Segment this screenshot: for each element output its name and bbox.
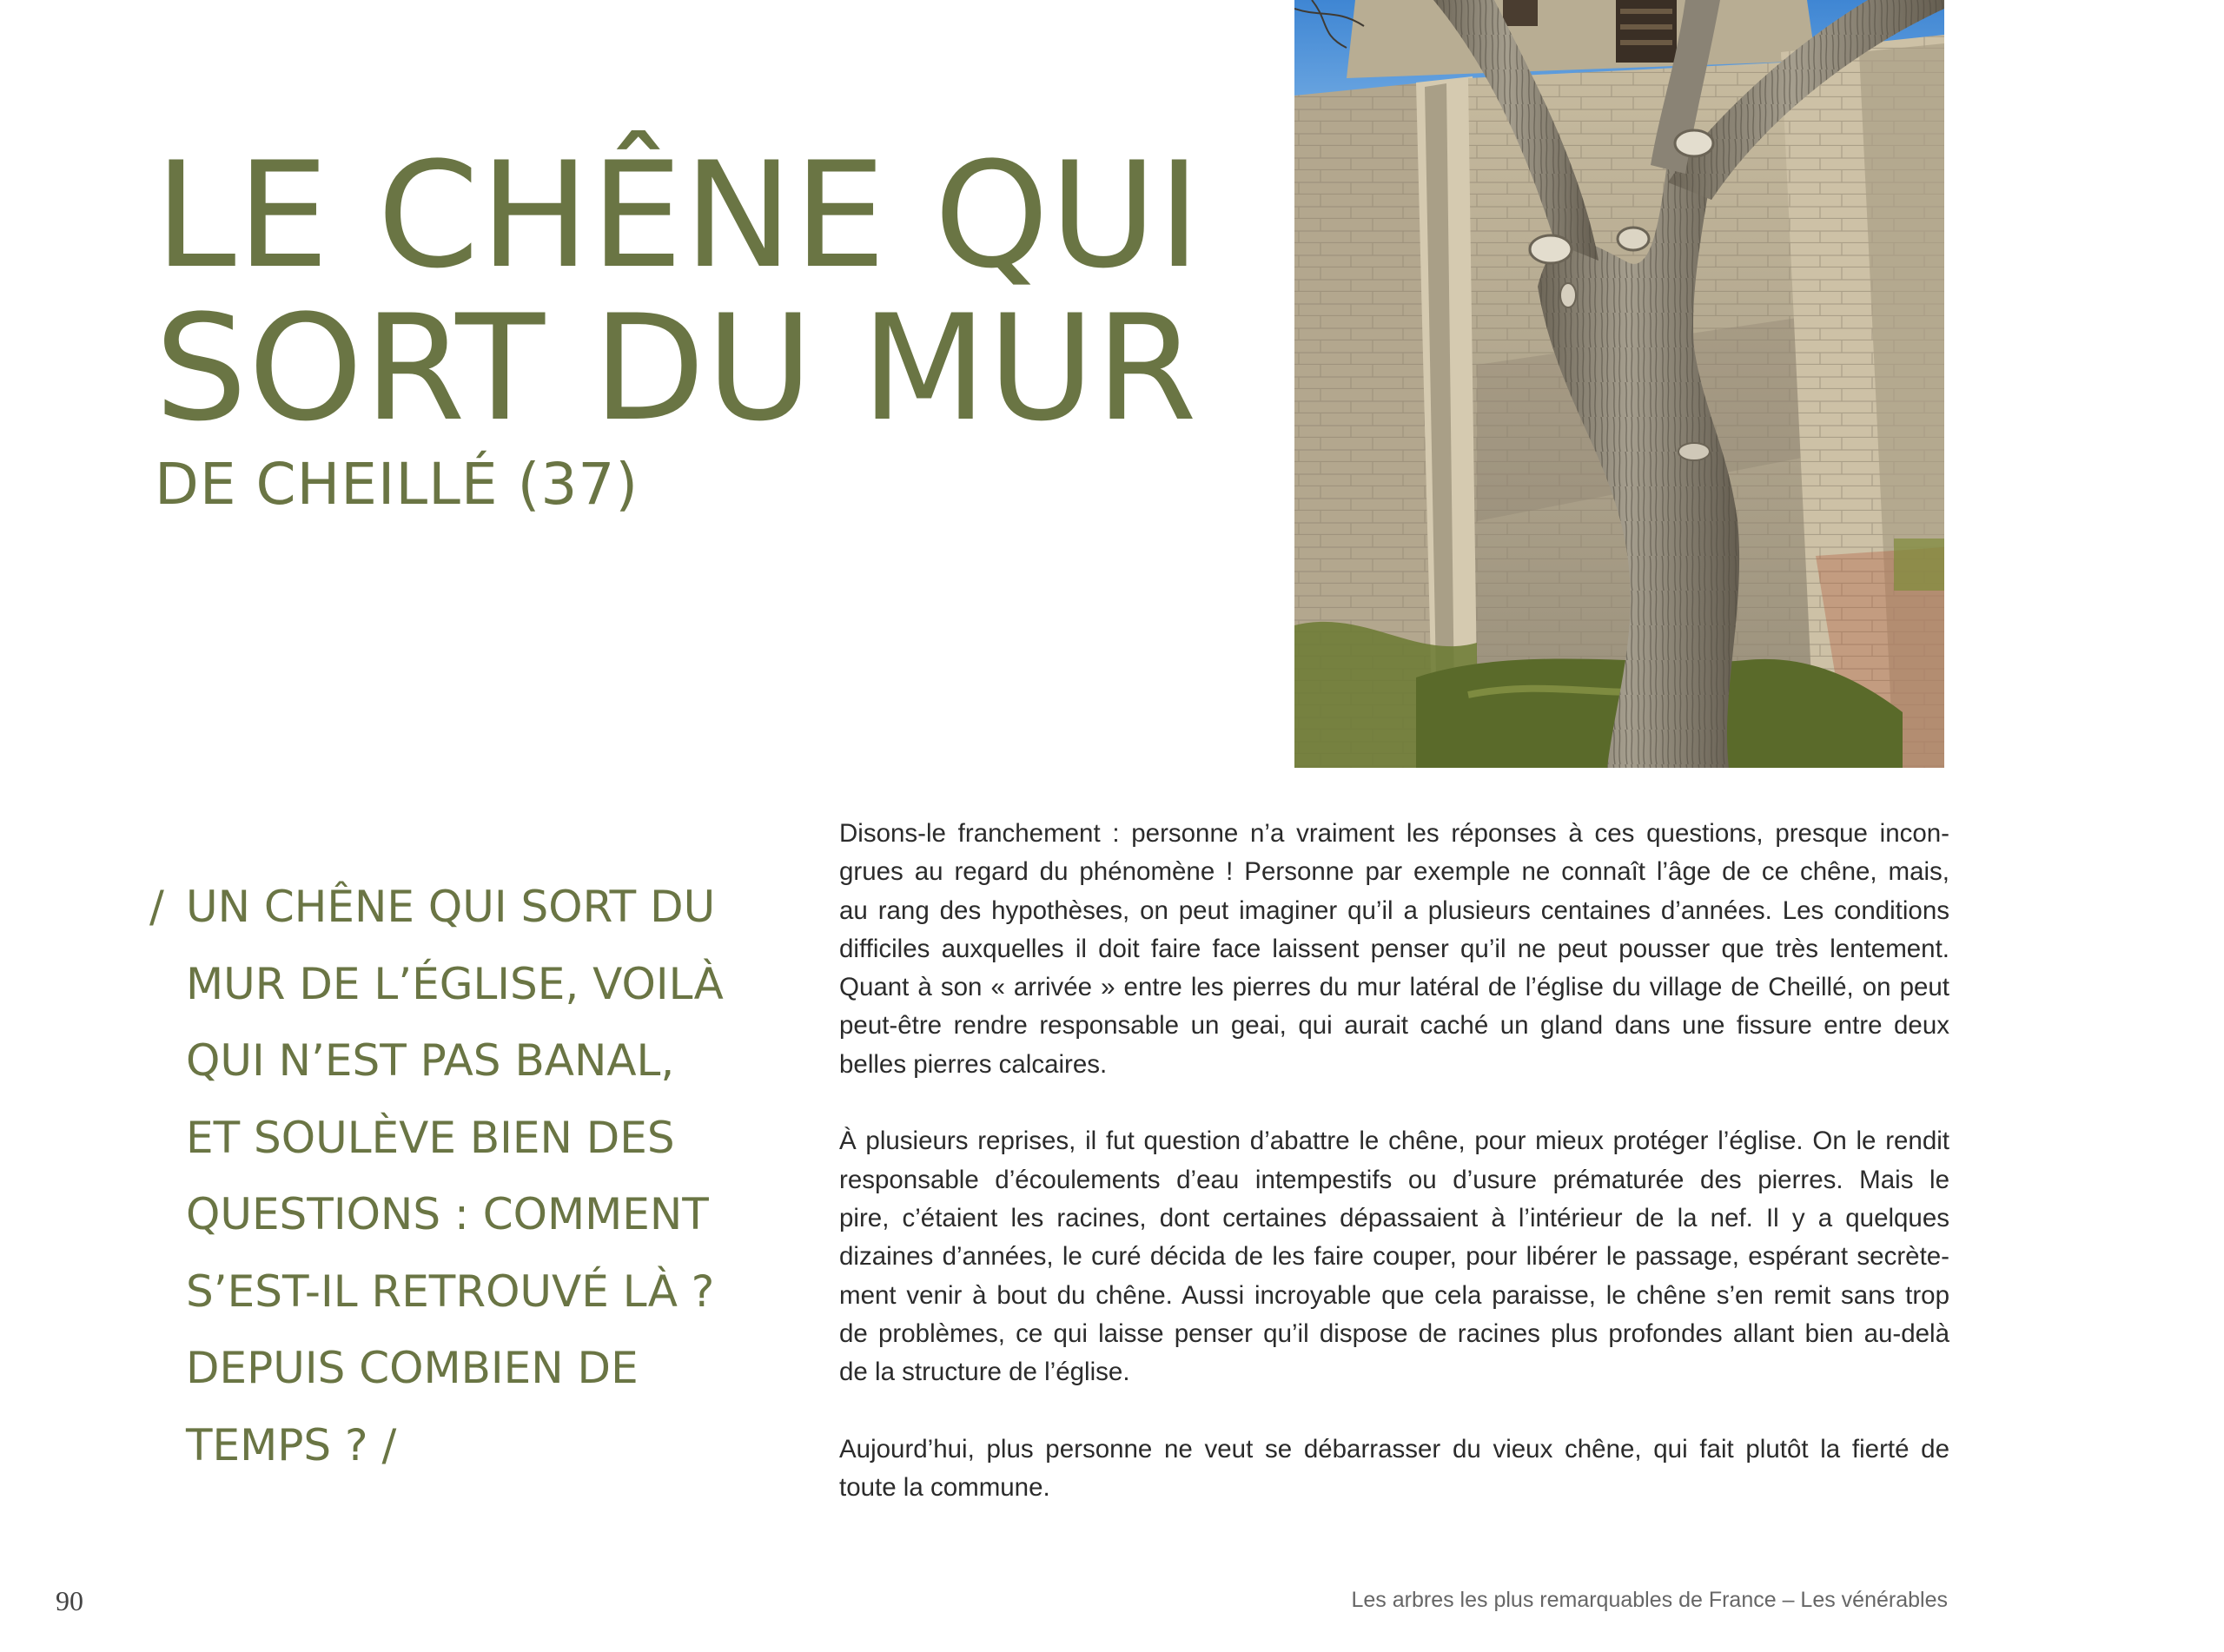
text-line: pire, c’étaient les racines, dont certaines dépassaient à l’intérieur de la nef. Il y a quelques <box>839 1203 1949 1232</box>
page-number: 90 <box>56 1585 83 1616</box>
text-line: de la structure de l’église. <box>839 1358 1130 1387</box>
text-line: Aujourd’hui, plus personne ne veut se débarrasser du vieux chêne, qui fait plutôt la fierté de <box>839 1434 1949 1464</box>
oak-tree-growing-from-church-wall-icon <box>1294 0 1944 768</box>
quote-line: DEPUIS COMBIEN DE <box>186 1343 639 1393</box>
paragraph-3 <box>839 1431 1949 1508</box>
page-title-line-2: SORT DU MUR <box>155 283 1198 453</box>
quote-line: UN CHÊNE QUI SORT DU <box>186 882 716 932</box>
quote-line: ET SOULÈVE BIEN DES <box>186 1112 675 1163</box>
quote-open-mark: / <box>149 882 164 932</box>
pull-quote <box>149 869 758 1483</box>
paragraph-2 <box>839 1122 1949 1391</box>
paragraph-1 <box>839 815 1949 1084</box>
oak-tree-photo <box>1294 0 1944 768</box>
running-footer: Les arbres les plus remarquables de France – Les vénérables <box>1351 1588 1948 1612</box>
quote-line: S’EST-IL RETROUVÉ LÀ ? <box>186 1265 715 1317</box>
text-line: Disons-le franchement : personne n’a vraiment les réponses à ces questions, presque incon- <box>839 819 1949 848</box>
article-body <box>839 815 1949 1546</box>
text-line: de problèmes, ce qui laisse penser qu’il dispose de racines plus profondes allant bien au-delà <box>839 1318 1949 1348</box>
page-title-line-1: LE CHÊNE QUI <box>155 130 1201 301</box>
text-line: au rang des hypothèses, on peut imaginer qu’il a plusieurs centaines d’années. Les conditions <box>839 895 1949 925</box>
text-line: difficiles auxquelles il doit faire face laissent penser qu’il ne peut pousser que très lentement. <box>839 934 1949 963</box>
quote-line: TEMPS ? / <box>186 1419 397 1470</box>
title-block <box>155 130 1241 519</box>
text-line: ment venir à bout du chêne. Aussi incroyable que cela paraisse, le chêne s’en remit sans trop <box>839 1280 1949 1310</box>
text-line: grues au regard du phénomène ! Personne par exemple ne connaît l’âge de ce chêne, mais, <box>839 857 1949 887</box>
text-line: peut-être rendre responsable un geai, qui aurait caché un gland dans une fissure entre deux <box>839 1011 1949 1041</box>
quote-lines <box>186 869 758 1483</box>
text-line: dizaines d’années, le curé décida de les faire couper, pour libérer le passage, espérant secrète- <box>839 1242 1949 1272</box>
quote-line: QUI N’EST PAS BANAL, <box>186 1035 675 1086</box>
text-line: Quant à son « arrivée » entre les pierres du mur latéral de l’église du village de Cheillé, on peut <box>839 973 1949 1002</box>
quote-line: MUR DE L’ÉGLISE, VOILÀ <box>186 958 724 1009</box>
page-subtitle: DE CHEILLÉ (37) <box>155 451 639 518</box>
text-line: belles pierres calcaires. <box>839 1049 1108 1079</box>
text-line: toute la commune. <box>839 1473 1050 1503</box>
text-line: responsable d’écoulements d’eau intempestifs ou d’usure prématurée des pierres. Mais le <box>839 1165 1949 1194</box>
text-line: À plusieurs reprises, il fut question d’abattre le chêne, pour mieux protéger l’église. On le rendit <box>839 1127 1949 1156</box>
quote-line: QUESTIONS : COMMENT <box>186 1189 709 1239</box>
